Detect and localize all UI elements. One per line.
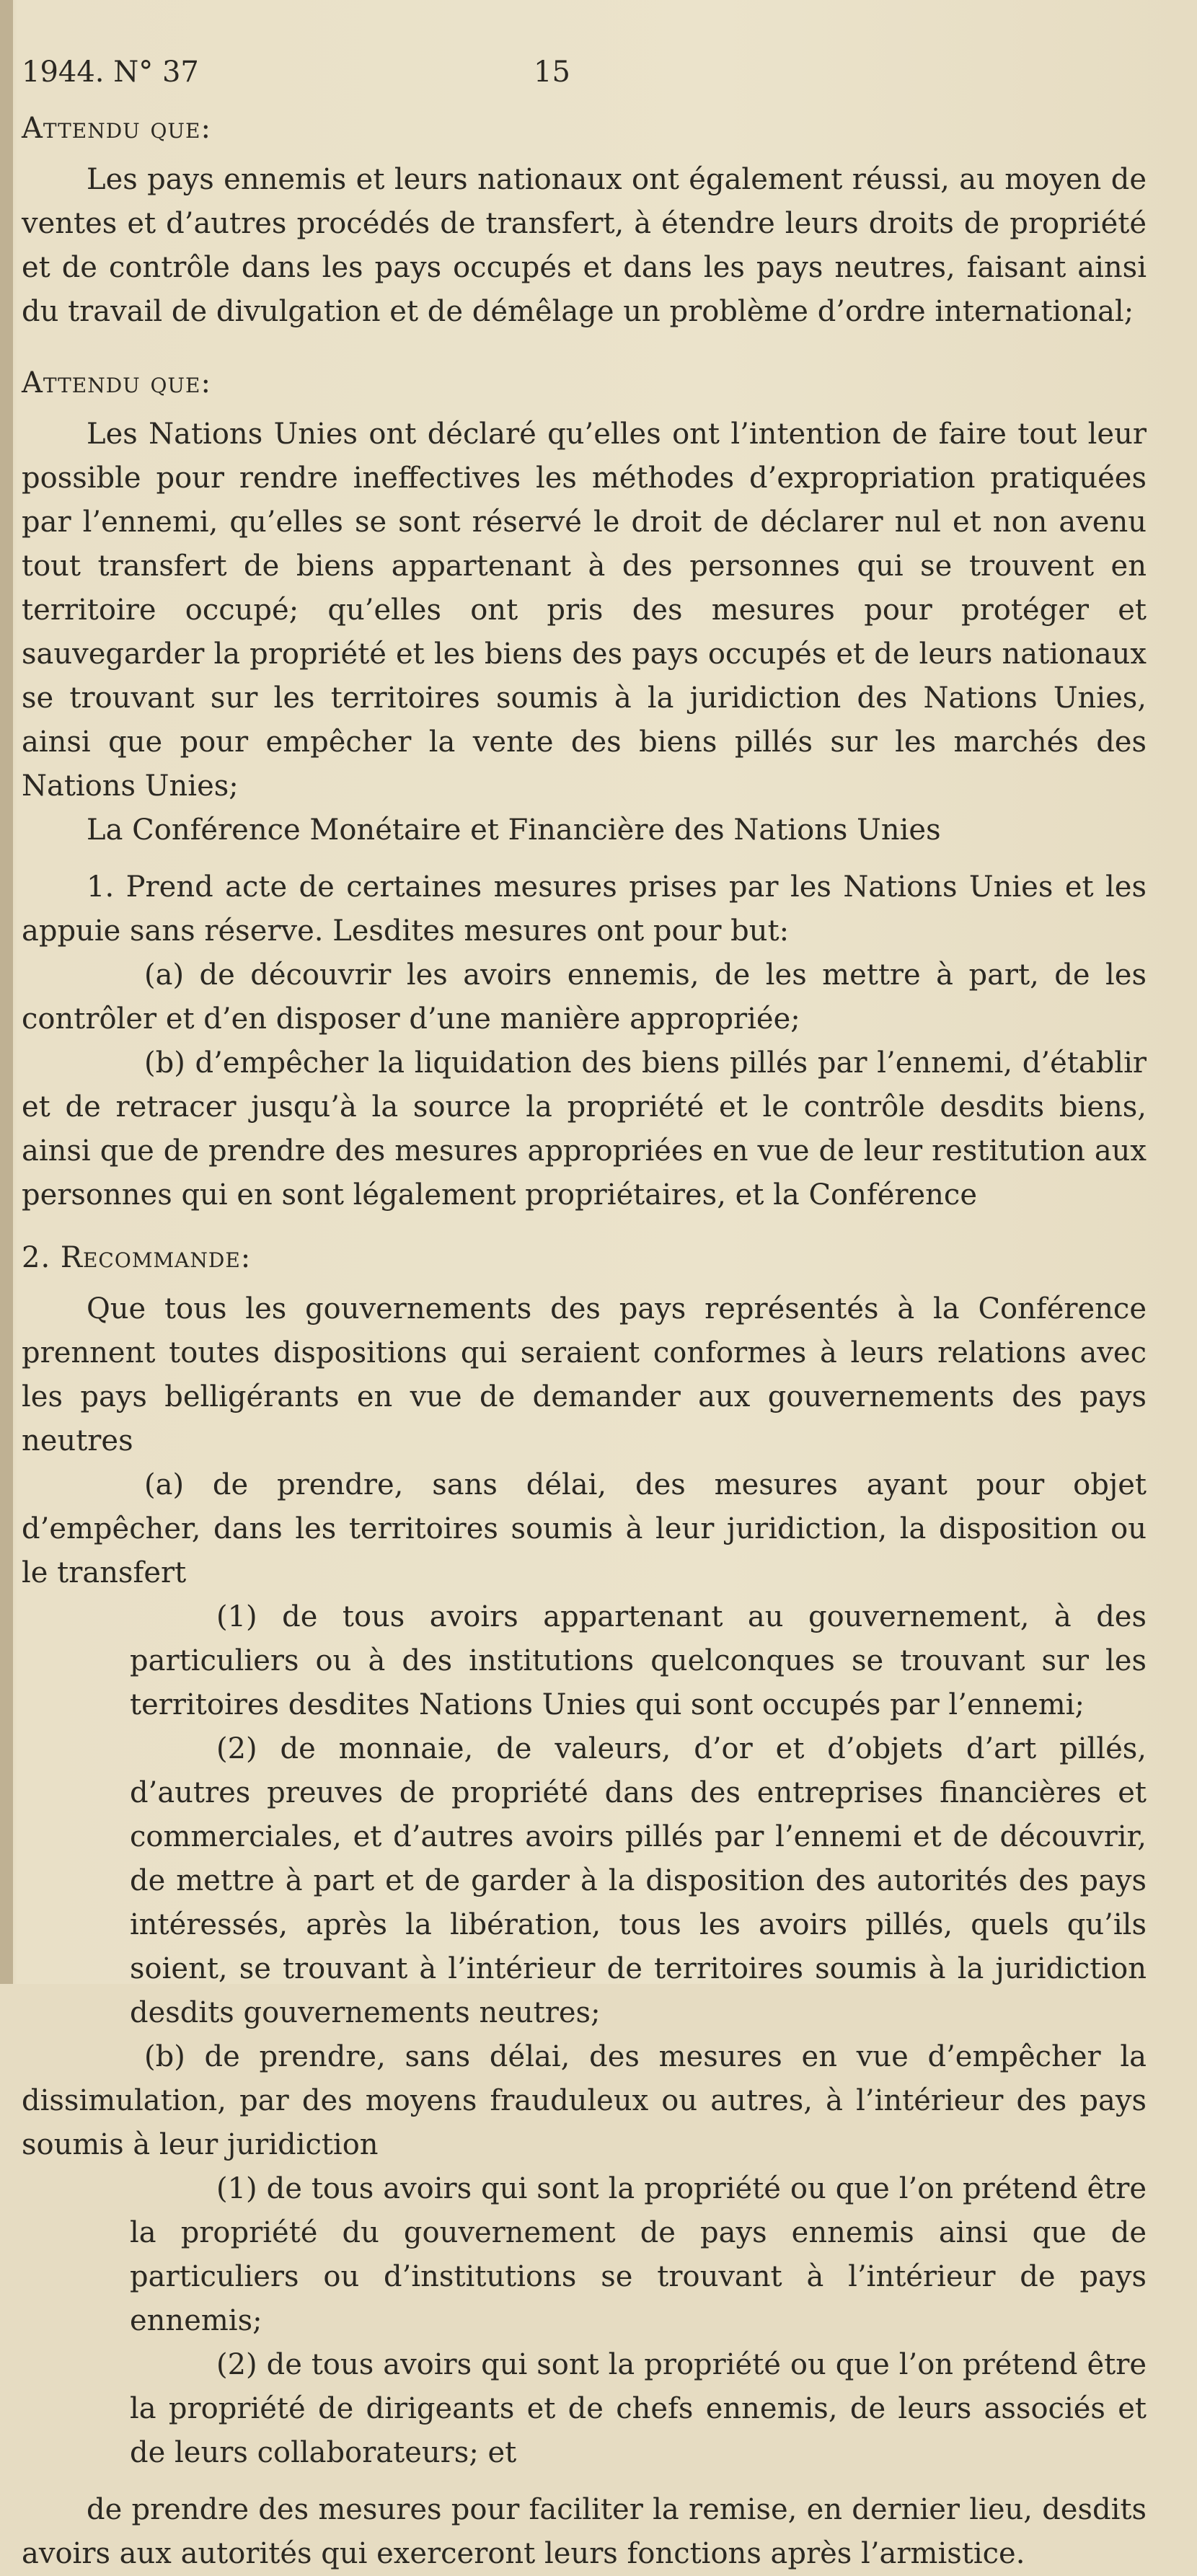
heading-attendu-2: Attendu que: [22, 366, 211, 400]
page-header [22, 50, 1147, 101]
paragraph: (1) de tous avoirs qui sont la propriété ou que l’on prétend être la propriété du gouvernement de pays ennemis ainsi que de particuliers ou d’institutions se trouvant à l’intérieur de pays ennemis; [130, 2172, 1147, 2337]
heading-attendu-1: Attendu que: [22, 112, 211, 145]
paragraph: de prendre des mesures pour faciliter la remise, en dernier lieu, desdits avoirs aux autorités qui exerceront leurs fonctions après l’armistice. [22, 2493, 1147, 2570]
paragraph: (1) de tous avoirs appartenant au gouvernement, à des particuliers ou à des institutions quelconques se trouvant sur les territoires desdites Nations Unies qui sont occupés par l’ennemi; [130, 1600, 1147, 1721]
page-number: 15 [534, 56, 570, 89]
paragraph: (a) de découvrir les avoirs ennemis, de les mettre à part, de les contrôler et d’en disposer d’une manière appropriée; [22, 958, 1147, 1036]
paragraph: La Conférence Monétaire et Financière des Nations Unies [87, 813, 941, 847]
paragraph: (b) de prendre, sans délai, des mesures en vue d’empêcher la dissimulation, par des moyens frauduleux ou autres, à l’intérieur des pays soumis à leur juridiction [22, 2040, 1147, 2161]
paragraph: Les pays ennemis et leurs nationaux ont également réussi, au moyen de ventes et d’autres procédés de transfert, à étendre leurs droits de propriété et de contrôle dans les pays occupés et dans les pays neutres, faisant ainsi du travail de divulgation et de démêlage un problème d’ordre international; [22, 163, 1147, 328]
paragraph: 1. Prend acte de certaines mesures prises par les Nations Unies et les appuie sans réserve. Lesdites mesures ont pour but: [22, 870, 1147, 948]
page-edge [0, 0, 13, 1984]
heading-recommande: 2. Recommande: [22, 1241, 252, 1274]
paragraph: Que tous les gouvernements des pays représentés à la Conférence prennent toutes dispositions qui seraient conformes à leurs relations avec les pays belligérants en vue de demander aux gouvernements des pays neutres [22, 1292, 1147, 1457]
paragraph: (2) de monnaie, de valeurs, d’or et d’objets d’art pillés, d’autres preuves de propriété dans des entreprises financières et commerciales, et d’autres avoirs pillés par l’ennemi et de découvrir, de mettre à part et de garder à la disposition des autorités des pays intéressés, après la libération, tous les avoirs pillés, quels qu’ils soient, se trouvant à l’intérieur de territoires soumis à la juridiction desdits gouvernements neutres; [130, 1732, 1147, 2029]
document-body [22, 50, 1147, 2576]
paragraph: (a) de prendre, sans délai, des mesures ayant pour objet d’empêcher, dans les territoires soumis à leur juridiction, la disposition ou le transfert [22, 1468, 1147, 1589]
issue-number: 1944. N° 37 [22, 56, 199, 89]
paragraph: (b) d’empêcher la liquidation des biens pillés par l’ennemi, d’établir et de retracer jusqu’à la source la propriété et le contrôle desdits biens, ainsi que de prendre des mesures appropriées en vue de leur restitution aux personnes qui en sont légalement propriétaires, et la Conférence [22, 1046, 1147, 1212]
paragraph: (2) de tous avoirs qui sont la propriété ou que l’on prétend être la propriété de dirigeants et de chefs ennemis, de leurs associés et de leurs collaborateurs; et [130, 2348, 1147, 2469]
paragraph: Les Nations Unies ont déclaré qu’elles ont l’intention de faire tout leur possible pour rendre ineffectives les méthodes d’expropriation pratiquées par l’ennemi, qu’elles se sont réservé le droit de déclarer nul et non avenu tout transfert de biens appartenant à des personnes qui se trouvent en territoire occupé; qu’elles ont pris des mesures pour protéger et sauvegarder la propriété et les biens des pays occupés et de leurs nationaux se trouvant sur les territoires soumis à la juridiction des Nations Unies, ainsi que pour empêcher la vente des biens pillés sur les marchés des Nations Unies; [22, 418, 1147, 803]
